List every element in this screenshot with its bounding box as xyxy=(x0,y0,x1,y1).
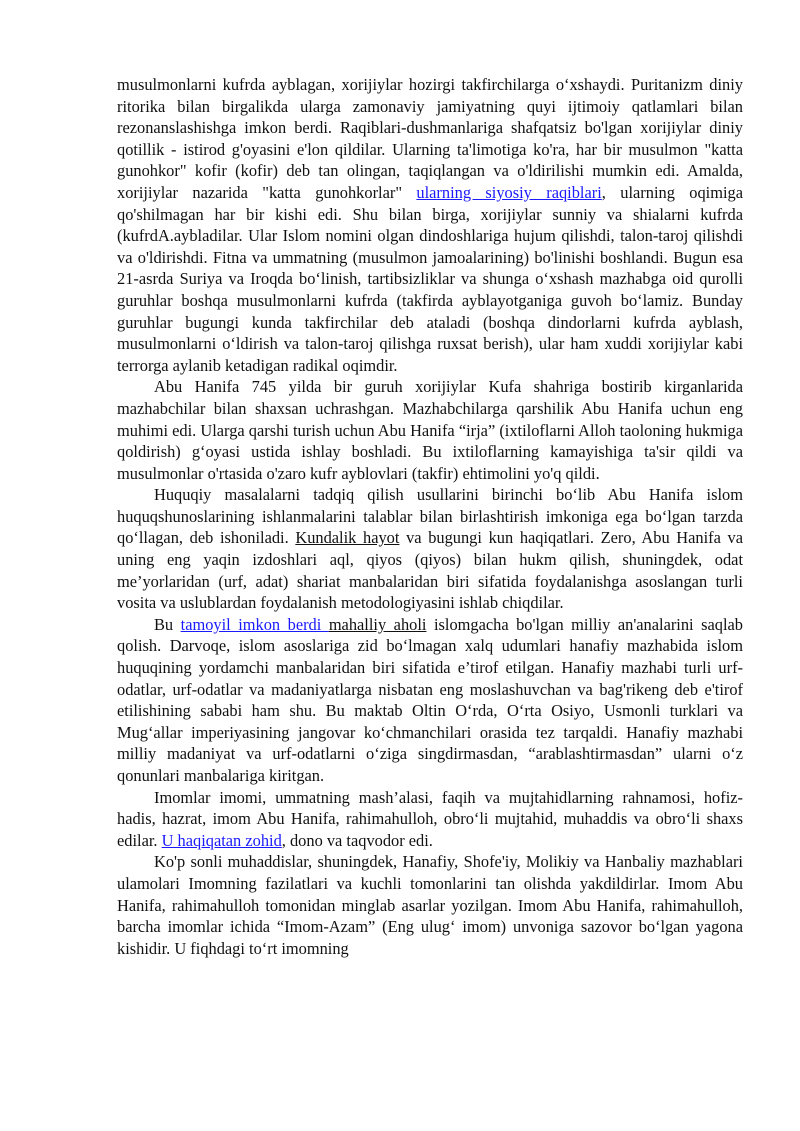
underlined-kundalik-hayot: Kundalik hayot xyxy=(295,528,400,548)
paragraph-3-text-1: Huquqiy masalalarni tadqiq qilish usullarini birinchi bo‘lib Abu Hanifa islom huquqshunoslarining ishlanmalarini talablar bilan birlashtirish imkoniga ega bo‘lgan tarzda qo‘llagan, deb ishoniladi. xyxy=(117,485,743,548)
paragraph-4 xyxy=(117,614,743,787)
link-tamoyil-imkon-berdi[interactable]: tamoyil imkon berdi xyxy=(180,614,329,634)
paragraph-1-text-1: musulmonlarni kufrda ayblagan, xorijiylar hozirgi takfirchilarga o‘xshaydi. Puritanizm diniy ritorika bilan birgalikda ularga zamonaviy jamiyatning quyi ijtimoiy qatlamlari bilan rezonanslashishga imkon berdi. Raqiblari-dushmanlariga shafqatsiz bo'lgan xorijiylar diniy qotillik - istirod g'oyasini e'lon qildilar. Ularning ta'limotiga ko'ra, har bir musulmon "katta gunohkor" kofir (kofir) deb tan olingan, taqiqlangan va o'ldirilishi mumkin edi. Amalda, xorijiylar nazarida "katta gunohkorlar" xyxy=(117,75,743,202)
paragraph-2-text-1: Abu Hanifa 745 yilda bir guruh xorijiylar Kufa shahriga bostirib kirganlarida mazhabchilar bilan shaxsan uchrashgan. Mazhabchilarga qarshilik Abu Hanifa uchun eng muhimi edi. Ularga qarshi turish uchun Abu Hanifa “irja” (ixtiloflarni Alloh taoloning hukmiga qoldirish) g‘oyasi ustida ishlay boshladi. Bu ixtiloflarning kamayishiga ta'sir qildi va musulmonlar o'rtasida o'zaro kufr ayblovlari (takfir) ehtimolini yo'q qildi. xyxy=(117,377,743,483)
paragraph-4-text-2: islomgacha bo'lgan milliy an'analarini saqlab qolish. Darvoqe, islom asoslariga zid bo‘lmagan xalq udumlari hanafiy mazhabida islom huquqining yordamchi manbalaridan biri sifatida e’tirof etilgan. Hanafiy mazhabi turli urf-odatlar, urf-odatlar va madaniyatlarga nisbatan eng moslashuvchan va bag'rikeng deb e'tirof etilishining sababi ham shu. Bu maktab Oltin O‘rda, O‘rta Osiyo, Usmonli turklari va Mug‘allar imperiyasining jangovar ko‘chmanchilari orasida tez tarqaldi. Hanafiy mazhabi milliy madaniyat va urf-odatlarni o‘ziga singdirmasdan, “arablashtirmasdan” ularni o‘z qonunlari manbalariga kiritgan. xyxy=(117,614,743,785)
paragraph-5-text-1: Imomlar imomi, ummatning mash’alasi, faqih va mujtahidlarning rahnamosi, hofiz-hadis, hazrat, imom Abu Hanifa, rahimahulloh, obro‘li mujtahid, muhaddis va obro‘li shaxs edilar. xyxy=(117,787,743,850)
paragraph-5 xyxy=(117,787,743,852)
underlined-mahalliy-aholi: mahalliy aholi xyxy=(328,614,427,634)
paragraph-6 xyxy=(117,851,743,959)
paragraph-1 xyxy=(117,74,743,376)
document-page xyxy=(117,74,743,959)
paragraph-1-text-2: , ularning oqimiga qo'shilmagan har bir kishi edi. Shu bilan birga, xorijiylar sunniy va shialarni kufrda (kufrdA.aybladilar. Ular Islom nomini olgan dindoshlariga hujum qilishdi, talon-taroj qilishdi va o'ldirishdi. Fitna va ummatning (musulmon jamoalarining) bo'linishi boshlandi. Bugun esa 21-asrda Suriya va Iroqda bo‘linish, tartibsizliklar va shunga o‘xshash mazhabga oid qurolli guruhlar boshqa musulmonlarni kufrda (takfirda ayblayotganiga guvoh bo‘lamiz. Bunday guruhlar bugungi kunda takfirchilar deb ataladi (boshqa dindorlarni kufrda ayblash, musulmonlarni o‘ldirish va talon-taroj qilishga ruxsat berish), ular ham xuddi xorijiylar kabi terrorga aylanib ketadigan radikal oqimdir. xyxy=(117,182,743,375)
link-haqiqatan-zohid[interactable]: U haqiqatan zohid xyxy=(161,830,282,850)
link-siyosiy-raqiblari[interactable]: ularning siyosiy raqiblari xyxy=(416,182,602,202)
paragraph-3-text-2: va bugungi kun haqiqatlari. Zero, Abu Hanifa va uning eng yaqin izdoshlari aql, qiyos (qiyos) bilan hukm qilish, shuningdek, odat me’yorlaridan (urf, adat) shariat manbalaridan biri sifatida foydalanishga asoslangan turli vosita va uslublardan foydalanish metodologiyasini ishlab chiqdilar. xyxy=(117,528,744,613)
paragraph-3 xyxy=(117,484,743,614)
paragraph-4-text-1: Bu xyxy=(154,614,181,634)
paragraph-6-text-1: Ko'p sonli muhaddislar, shuningdek, Hanafiy, Shofe'iy, Molikiy va Hanbaliy mazhablari ulamolari Imomning fazilatlari va kuchli tomonlarini tan olishda yakdildirlar. Imom Abu Hanifa, rahimahulloh tomonidan minglab asarlar yozilgan. Imom Abu Hanifa, rahimahulloh, barcha imomlar ichida “Imom-Azam” (Eng ulug‘ imom) unvoniga sazovor bo‘lgan yagona kishidir. U fiqhdagi to‘rt imomning xyxy=(117,852,743,958)
paragraph-2 xyxy=(117,376,743,484)
paragraph-5-text-2: , dono va taqvodor edi. xyxy=(281,830,433,850)
